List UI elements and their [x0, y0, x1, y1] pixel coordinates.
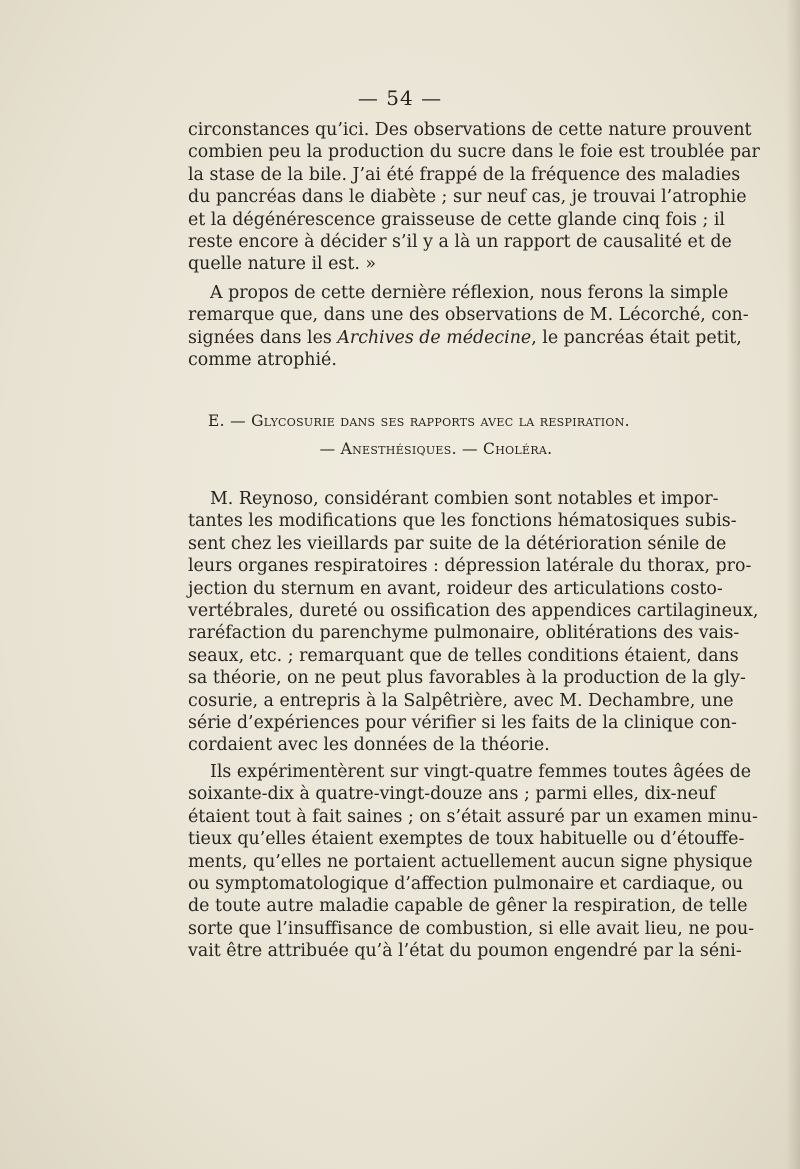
section-heading-line-2: — Anesthésiques. — Choléra.	[319, 440, 553, 458]
text-line: raréfaction du parenchyme pulmonaire, oblitérations des vais-	[188, 623, 740, 644]
section-heading-line-1: E. — Glycosurie dans ses rapports avec la respiration.	[208, 412, 630, 430]
text-line: ments, qu’elles ne portaient actuellement aucun signe physique	[188, 851, 753, 872]
text-line: et la dégénérescence graisseuse de cette glande cinq fois ; il	[188, 209, 725, 230]
page-number: — 54 —	[357, 86, 443, 110]
paragraph-experiments	[188, 761, 758, 963]
text-line: sorte que l’insuffisance de combustion, si elle avait lieu, ne pou-	[188, 918, 755, 939]
text-line: combien peu la production du sucre dans le foie est troublée par	[188, 142, 760, 163]
journal-title: Archives de médecine	[337, 327, 532, 348]
text-line: comme atrophié.	[188, 350, 337, 371]
text-segment: , le pancréas était petit,	[531, 327, 742, 348]
text-line: seaux, etc. ; remarquant que de telles conditions étaient, dans	[188, 645, 739, 666]
text-line-with-citation	[188, 327, 742, 349]
text-line: de toute autre maladie capable de gêner la respiration, de telle	[188, 896, 748, 917]
text-segment: signées dans les	[188, 327, 338, 348]
text-line: tantes les modifications que les fonctions hématosiques subis-	[188, 511, 737, 532]
text-line: ou symptomatologique d’affection pulmonaire et cardiaque, ou	[188, 874, 744, 895]
text-line: remarque que, dans une des observations de M. Lécorché, con-	[188, 305, 749, 326]
text-line: tieux qu’elles étaient exemptes de toux habituelle ou d’étouffe-	[188, 829, 745, 850]
text-line: M. Reynoso, considérant combien sont notables et impor-	[210, 489, 719, 509]
text-line: du pancréas dans le diabète ; sur neuf cas, je trouvai l’atrophie	[188, 187, 747, 208]
text-line: jection du sternum en avant, roideur des articulations costo-	[188, 578, 723, 599]
text-line: leurs organes respiratoires : dépression latérale du thorax, pro-	[188, 556, 752, 577]
text-line: A propos de cette dernière réflexion, nous ferons la simple	[210, 283, 729, 303]
text-line: série d’expériences pour vérifier si les faits de la clinique con-	[188, 713, 737, 734]
text-line: sent chez les vieillards par suite de la détérioration sénile de	[188, 533, 727, 554]
text-line: la stase de la bile. J’ai été frappé de la fréquence des maladies	[188, 164, 741, 185]
text-line: soixante-dix à quatre-vingt-douze ans ; parmi elles, dix-neuf	[188, 784, 716, 805]
text-line: vertébrales, dureté ou ossification des appendices cartilagineux,	[188, 601, 759, 622]
text-line: étaient tout à fait saines ; on s’était assuré par un examen minu-	[188, 806, 758, 827]
text-line: circonstances qu’ici. Des observations de cette nature prouvent	[188, 120, 752, 140]
text-line: Ils expérimentèrent sur vingt-quatre femmes toutes âgées de	[210, 762, 752, 782]
paragraph-pancreas-remark	[188, 282, 749, 372]
text-line: cordaient avec les données de la théorie.	[188, 735, 550, 756]
text-line: vait être attribuée qu’à l’état du poumon engendré par la séni-	[188, 941, 742, 962]
page-edge-shadow	[786, 0, 800, 1169]
text-line: quelle nature il est. »	[188, 254, 377, 275]
paragraph-quote-end	[188, 119, 760, 276]
text-line: sa théorie, on ne peut plus favorables à la production de la gly-	[188, 668, 746, 689]
text-line: reste encore à décider s’il y a là un rapport de causalité et de	[188, 232, 732, 253]
paragraph-reynoso	[188, 488, 759, 757]
text-line: cosurie, a entrepris à la Salpêtrière, avec M. Dechambre, une	[188, 690, 734, 711]
